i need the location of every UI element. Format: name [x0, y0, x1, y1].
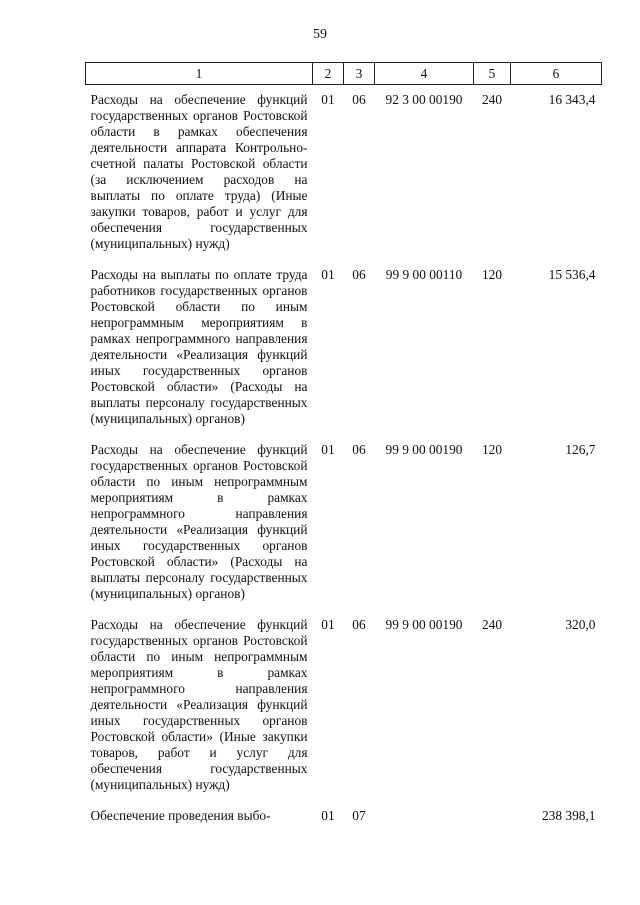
row-subsection-code: 06 — [352, 267, 366, 282]
row-subsection-code: 07 — [352, 808, 366, 823]
row-description: Расходы на выплаты по оплате труда работников государственных органов Ростовской области по иным непрограммным мероприятиям в рамках непрограммного направления деятельности «Реализация функций иных государственных органов Ростовской области» (Расходы на выплаты персоналу государственных (муниципальных) органов) — [90, 267, 308, 426]
table-row — [86, 610, 602, 801]
column-header: 6 — [511, 63, 602, 85]
row-target-code: 99 9 00 00110 — [385, 267, 463, 282]
row-expense-type-code: 240 — [481, 617, 503, 632]
row-section-code: 01 — [321, 808, 335, 823]
row-expense-type-code: 120 — [481, 267, 503, 282]
column-header: 2 — [313, 63, 344, 85]
column-header: 4 — [375, 63, 474, 85]
row-section-code: 01 — [321, 442, 335, 457]
row-amount: 320,0 — [565, 617, 596, 632]
row-description: Обеспечение проведения выбо- — [90, 808, 271, 823]
row-expense-type-code: 120 — [481, 442, 503, 457]
column-header: 1 — [86, 63, 313, 85]
row-target-code: 92 3 00 00190 — [385, 92, 463, 107]
row-description: Расходы на обеспечение функций государственных органов Ростовской области по иным непрограммным мероприятиям в рамках непрограммного направления деятельности «Реализация функций иных государственных органов Ростовской области» (Расходы на выплаты персоналу государственных (муниципальных) органов) — [90, 442, 308, 601]
row-section-code: 01 — [321, 267, 335, 282]
column-header: 5 — [474, 63, 511, 85]
row-subsection-code: 06 — [352, 617, 366, 632]
column-header: 3 — [344, 63, 375, 85]
row-subsection-code: 06 — [352, 442, 366, 457]
row-target-code: 99 9 00 00190 — [385, 617, 463, 632]
budget-table — [85, 62, 602, 832]
row-expense-type-code — [474, 801, 511, 832]
page-number: 59 — [313, 27, 327, 42]
row-description: Расходы на обеспечение функций государственных органов Ростовской области по иным непрограммным мероприятиям в рамках непрограммного направления деятельности «Реализация функций иных государственных органов Ростовской области» (Иные закупки товаров, работ и услуг для обеспечения государственных (муниципальных) нужд) — [90, 617, 308, 792]
row-description: Расходы на обеспечение функций государственных органов Ростовской области в рамках обеспечения деятельности аппарата Контрольно-счетной палаты Ростовской области (за исключением расходов на выплаты по оплате труда) (Иные закупки товаров, работ и услуг для обеспечения государственных (муниципальных) нужд) — [90, 92, 308, 251]
table-row — [86, 260, 602, 435]
row-section-code: 01 — [321, 617, 335, 632]
table-row — [86, 435, 602, 610]
row-section-code: 01 — [321, 92, 335, 107]
table-row — [86, 85, 602, 261]
row-amount: 238 398,1 — [541, 808, 596, 823]
table-row — [86, 801, 602, 832]
row-target-code — [375, 801, 474, 832]
row-amount: 16 343,4 — [548, 92, 596, 107]
table-header — [86, 63, 602, 85]
row-expense-type-code: 240 — [481, 92, 503, 107]
row-subsection-code: 06 — [352, 92, 366, 107]
row-amount: 126,7 — [565, 442, 596, 457]
row-target-code: 99 9 00 00190 — [385, 442, 463, 457]
row-amount: 15 536,4 — [548, 267, 596, 282]
